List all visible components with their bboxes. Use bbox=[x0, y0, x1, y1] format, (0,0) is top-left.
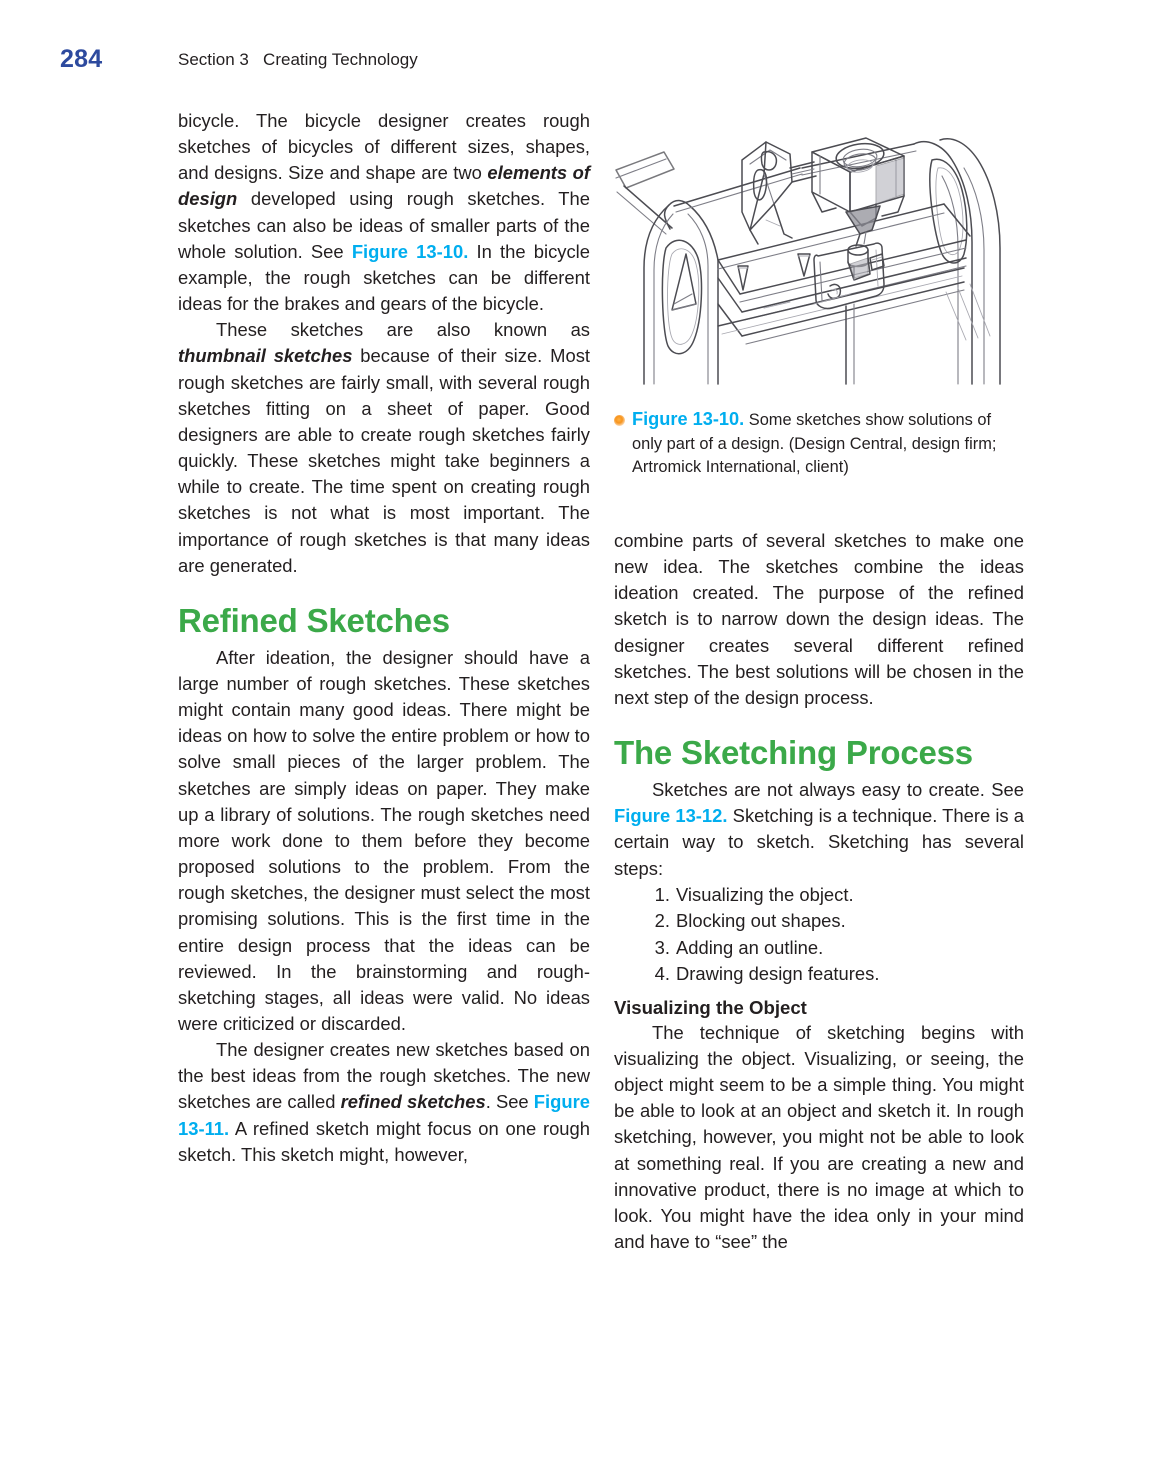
heading-visualizing-the-object: Visualizing the Object bbox=[614, 996, 807, 1018]
figure-13-10-caption bbox=[614, 408, 1024, 480]
text-run: developed using rough sketches. The sketches can also be ideas of smaller parts of the whole solution. See bbox=[178, 188, 590, 262]
text-run: The designer creates new sketches based on the best ideas from the rough sketches. The new sketches are called bbox=[178, 1039, 590, 1113]
cart-sketch-drawing bbox=[614, 108, 1024, 386]
list-item: Adding an outline. bbox=[676, 936, 824, 958]
paragraph-thumbnail-sketches bbox=[178, 317, 590, 579]
text-run: A refined sketch might focus on one rough sketch. This sketch might, however, bbox=[178, 1117, 590, 1165]
key-term-refined-sketches: refined sketches bbox=[340, 1091, 486, 1113]
heading-refined-sketches: Refined Sketches bbox=[178, 601, 450, 639]
figure-13-10-block bbox=[614, 108, 1024, 480]
text-run: . See bbox=[485, 1091, 534, 1113]
key-term-elements-of-design: elements of design bbox=[178, 162, 591, 210]
text-run: bicycle. The bicycle designer creates rough sketches of bicycles of different sizes, shapes, and designs. Size and shape are two bbox=[178, 110, 590, 184]
text-run: Sketching is a technique. There is a certain way to sketch. Sketching has several steps: bbox=[614, 805, 1024, 879]
section-running-title: Section 3 Creating Technology bbox=[178, 50, 418, 69]
paragraph-after-ideation: After ideation, the designer should have a large number of rough sketches. These sketches might contain many good ideas. There might be ideas on how to solve the entire problem or how to solve small pieces of the larger problem. The sketches are simply ideas on paper. They make up a library of solutions. The rough sketches need more work done to them before they become proposed solutions to the problem. From the rough sketches, the designer must select the most promising solutions. This is the first time in the entire design process that the ideas can be reviewed. In the brainstorming and rough-sketching stages, all ideas were valid. No ideas were criticized or discarded. bbox=[178, 646, 590, 1034]
list-item: Drawing design features. bbox=[676, 963, 880, 985]
paragraph-technique-of-sketching: The technique of sketching begins with visualizing the object. Visualizing, or seeing, the object might seem to be a simple thing. You might be able to look at an object and sketch it. In rough sketching, however, you might not be able to look at something real. If you are creating a new and innovative product, there is no image at which to look. You might have the idea only in your mind and have to “see” the bbox=[614, 1021, 1024, 1252]
figure-xref-13-12[interactable]: Figure 13-12. bbox=[614, 805, 728, 827]
figure-caption-text: Some sketches show solutions of only part of a design. (Design Central, design firm; Artromick International, client) bbox=[632, 411, 997, 476]
paragraph-designer-creates-new-sketches bbox=[178, 1037, 590, 1168]
paragraph-bicycle bbox=[178, 108, 590, 317]
list-item: Visualizing the object. bbox=[676, 883, 854, 905]
page-number: 284 bbox=[60, 45, 103, 73]
right-text-column bbox=[614, 528, 1024, 1255]
figure-xref-13-11[interactable]: Figure 13-11. bbox=[178, 1091, 590, 1139]
heading-the-sketching-process: The Sketching Process bbox=[614, 734, 973, 772]
sketching-steps-list bbox=[614, 882, 1024, 988]
figure-bullet-icon bbox=[614, 415, 625, 426]
paragraph-sketches-not-easy bbox=[614, 777, 1024, 882]
text-run: Sketches are not always easy to create. See bbox=[652, 779, 1024, 801]
text-run: because of their size. Most rough sketches are fairly small, with several rough sketches fitting on a sheet of paper. Good designers are able to create rough sketches fairly quickly. These sketches might take beginners a while to create. The time spent on creating rough sketches is not what is most important. The importance of rough sketches is that many ideas are generated. bbox=[178, 345, 590, 576]
left-text-column bbox=[178, 108, 590, 1168]
text-run: In the bicycle example, the rough sketches can be different ideas for the brakes and gears of the bicycle. bbox=[178, 240, 590, 315]
key-term-thumbnail-sketches: thumbnail sketches bbox=[178, 345, 353, 367]
text-run: These sketches are also known as bbox=[216, 319, 590, 341]
figure-xref-13-10[interactable]: Figure 13-10. bbox=[351, 240, 469, 262]
figure-13-10-image bbox=[614, 108, 1024, 386]
list-item: Blocking out shapes. bbox=[676, 910, 846, 932]
running-head bbox=[0, 44, 1156, 78]
paragraph-combine-parts: combine parts of several sketches to make one new idea. The sketches combine the ideas ideation created. The purpose of the refined sketch is to narrow down the design ideas. The designer creates several different refined sketches. The best solutions will be chosen in the next step of the design process. bbox=[614, 530, 1024, 708]
figure-caption-label: Figure 13-10. bbox=[632, 409, 745, 429]
